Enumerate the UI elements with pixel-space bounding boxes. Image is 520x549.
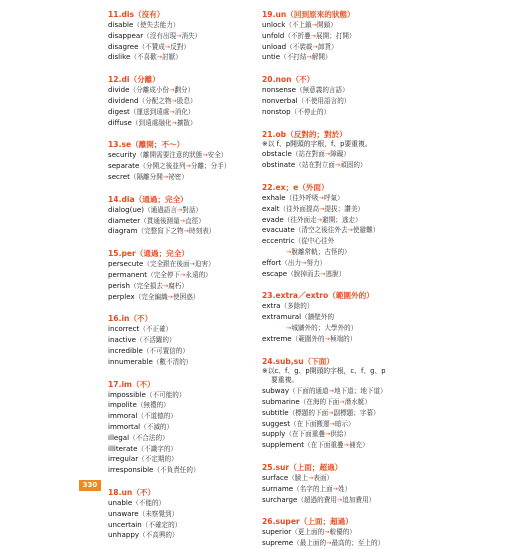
vocab-word: disable [108, 20, 134, 29]
vocab-word: exhale [262, 192, 286, 202]
vocab-gloss: （在下面重疊→供給） [285, 430, 351, 439]
vocab-gloss: （數不清的） [152, 357, 193, 366]
vocab-entry [108, 96, 258, 107]
vocab-gloss: （不折疊→展開；打開） [284, 31, 356, 40]
arrow-icon: → [311, 21, 318, 29]
vocab-word: security [108, 150, 137, 160]
arrow-icon: → [183, 227, 190, 236]
vocab-gloss: （從中心往外 [294, 237, 335, 246]
arrow-icon: → [169, 107, 175, 116]
vocab-gloss: （不裝載→卸貨） [286, 42, 338, 51]
vocab-word: supplement [262, 440, 305, 450]
vocab-entry [262, 312, 422, 323]
vocab-word: surcharge [262, 494, 298, 504]
vocab-word: obstacle [262, 149, 292, 159]
vocab-gloss: （牆壁外的 [301, 313, 335, 322]
section-gap [108, 302, 258, 314]
section-gap [108, 237, 258, 249]
section-title: 23.extra／extro（範圍外的） [262, 291, 374, 301]
vocab-gloss: （使失去能力） [133, 21, 180, 29]
vocab-gloss: （超過的費用→追加費用） [297, 495, 376, 504]
vocab-word: dislike [108, 52, 131, 62]
vocab-word: nonstop [262, 106, 291, 116]
section-title: 15.per（通過；完全） [108, 249, 189, 259]
section-title: 18.un（不） [108, 487, 156, 497]
vocab-word: immortal [108, 421, 141, 431]
vocab-entry [108, 433, 258, 444]
arrow-icon: → [332, 484, 339, 493]
vocab-gloss: （分開之後並列→分離；分手） [139, 162, 231, 171]
vocab-gloss: （不上鎖→開鎖） [285, 21, 337, 29]
arrow-icon: → [185, 162, 191, 171]
vocab-gloss: （不活躍的） [136, 336, 176, 345]
arrow-icon: → [318, 193, 324, 202]
vocab-entry [108, 52, 258, 63]
vocab-entry [108, 520, 258, 531]
vocab-gloss: （運送到遠處→消化） [129, 107, 195, 116]
vocab-gloss: （不識字的） [137, 444, 178, 453]
section-title: 11.dis（沒有） [108, 10, 165, 19]
vocab-entry [108, 270, 258, 281]
section-note: ※以c、f、g、p開頭的字根，c、f、g、p [262, 366, 386, 375]
arrow-icon: → [202, 151, 208, 160]
vocab-entry [262, 269, 422, 280]
vocab-entry [108, 42, 258, 53]
vocab-entry [262, 386, 422, 397]
vocab-word: obstinate [262, 160, 296, 170]
vocab-entry [262, 538, 422, 549]
arrow-icon: → [176, 31, 182, 40]
arrow-icon: → [189, 260, 195, 269]
vocab-entry [108, 259, 258, 270]
arrow-icon: → [336, 495, 343, 504]
vocab-gloss: （分配之物→股息） [138, 96, 197, 105]
vocab-gloss: （到遠處融化→擴散） [131, 118, 197, 127]
vocab-gloss: （不滅的） [140, 422, 174, 431]
vocab-gloss: （不可置信的） [142, 346, 189, 355]
section-gap [262, 118, 422, 130]
arrow-icon: → [324, 334, 330, 343]
vocab-entry [262, 96, 422, 107]
vocab-word: untie [262, 52, 281, 62]
vocab-gloss: （隔離分開→祕密） [129, 172, 188, 181]
vocab-gloss: （完全損去→腐朽） [129, 281, 189, 290]
vocab-entry [262, 484, 422, 495]
vocab-gloss: （貫通後測量→直徑） [140, 216, 205, 225]
vocab-word: dividend [108, 95, 139, 105]
vocab-word: unaware [108, 508, 139, 518]
section-title: 16.in（不） [108, 314, 153, 324]
vocab-entry [262, 440, 422, 451]
vocab-entry [262, 419, 422, 430]
vocab-entry [262, 225, 422, 236]
vocab-word: surface [262, 472, 289, 482]
section-title: 19.un（回到原來的狀態） [262, 10, 355, 19]
vocab-entry [262, 247, 422, 258]
vocab-word: dialog(ue) [108, 204, 145, 214]
vocab-word: separate [108, 161, 140, 171]
vocab-word: inactive [108, 335, 137, 345]
vocab-entry [108, 118, 258, 129]
arrow-icon: → [171, 118, 177, 127]
vocab-gloss: （完整寫下之物→時刻表） [137, 227, 216, 236]
arrow-icon: → [324, 150, 331, 159]
vocab-gloss: （完全編織→使困惑） [134, 292, 200, 301]
arrow-icon: → [320, 269, 326, 278]
vocab-gloss: （往外面走→避開；逃走） [283, 215, 362, 224]
section-title: 26.super（上面；超過） [262, 517, 353, 527]
vocab-word: unfold [262, 30, 285, 40]
section-gap [262, 451, 422, 463]
vocab-gloss: （往外呼吸→呼氣） [285, 193, 344, 202]
arrow-icon: → [310, 31, 317, 40]
section-gap [108, 183, 258, 195]
vocab-entry [262, 31, 422, 42]
arrow-icon: → [177, 205, 183, 214]
vocab-entry [262, 258, 422, 269]
vocab-entry [262, 236, 422, 247]
vocab-word: divide [108, 85, 130, 95]
vocab-word: perplex [108, 291, 135, 301]
vocab-gloss: （不道德的） [137, 412, 177, 421]
vocab-gloss: （在下面搬運→暗示） [290, 419, 355, 428]
vocab-entry [108, 335, 258, 346]
vocab-entry [262, 20, 422, 31]
arrow-icon: → [324, 528, 330, 537]
vocab-gloss: （沒有出現→消失） [143, 31, 202, 40]
vocab-entry [262, 323, 422, 334]
vocab-entry [262, 215, 422, 226]
vocab-gloss: （無意義的言語） [295, 86, 349, 95]
section-gap [262, 171, 422, 183]
vocab-gloss: （在海的下面→潛水艇） [299, 397, 371, 406]
vocab-gloss: （不打結→解開） [280, 53, 332, 62]
vocab-gloss: （不可能的） [145, 390, 186, 399]
vocab-entry [108, 205, 258, 216]
vocab-gloss: （多餘的） [280, 302, 314, 311]
section-title: 12.di（分離） [108, 75, 160, 85]
vocab-word: subtitle [262, 407, 289, 417]
right-column [262, 10, 422, 549]
vocab-gloss: （完全停下→永遠的） [147, 270, 212, 279]
arrow-icon: → [324, 430, 331, 439]
section-title: 14.dia（通過；完全） [108, 194, 188, 204]
vocab-entry [262, 149, 422, 160]
vocab-entry [108, 357, 258, 368]
vocab-entry [262, 204, 422, 215]
section-gap [262, 279, 422, 291]
vocab-gloss: （完全跟在後面→迫害） [143, 260, 215, 269]
section-title: 24.sub,su（下面） [262, 356, 334, 366]
arrow-icon: → [179, 216, 186, 225]
vocab-entry [108, 400, 258, 411]
vocab-entry [108, 161, 258, 172]
vocab-word: exalt [262, 203, 280, 213]
vocab-entry [108, 216, 258, 227]
vocab-entry [262, 429, 422, 440]
arrow-icon: → [162, 172, 169, 181]
section-gap [262, 63, 422, 75]
vocab-gloss: （未察覺到） [138, 509, 179, 518]
arrow-icon: → [306, 53, 312, 62]
vocab-gloss: （往外面提高→提拔；讚美） [279, 204, 365, 213]
section-gap [262, 505, 422, 517]
page-number: 330 [79, 480, 101, 491]
arrow-icon: → [339, 397, 345, 406]
vocab-gloss: （不使用語言的） [297, 96, 351, 105]
vocab-gloss: （不停止的） [290, 107, 331, 116]
arrow-icon: → [326, 539, 332, 548]
vocab-gloss: （標題的下面→副標題；字幕） [288, 408, 380, 417]
vocab-entry [262, 160, 422, 171]
arrow-icon: → [319, 204, 325, 213]
vocab-word: nonverbal [262, 95, 298, 105]
vocab-gloss: （不合法的） [129, 433, 169, 442]
vocab-word: escape [262, 268, 288, 278]
vocab-word: unload [262, 41, 287, 51]
vocab-gloss: （分離成小份→劃分） [129, 86, 195, 95]
section-gap [108, 368, 258, 380]
section-title: 13.se（離開；不～） [108, 140, 185, 150]
vocab-gloss: →脫離常軌；古怪的） [286, 247, 351, 256]
section-title: 21.ob（反對的；對於） [262, 129, 347, 139]
arrow-icon: → [169, 86, 175, 95]
arrow-icon: → [329, 419, 335, 428]
vocab-entry [108, 85, 258, 96]
vocab-gloss: （站在對面→障礙） [291, 150, 351, 159]
arrow-icon: → [328, 408, 334, 417]
vocab-word: disagree [108, 41, 139, 51]
vocab-entry [262, 473, 422, 484]
vocab-entry [108, 346, 258, 357]
vocab-word: perish [108, 280, 130, 290]
vocab-entry [108, 324, 258, 335]
vocab-word: suggest [262, 418, 291, 428]
vocab-word: supply [262, 429, 286, 439]
arrow-icon: → [286, 323, 292, 332]
vocab-gloss: （無禮的） [136, 401, 170, 410]
arrow-icon: → [167, 292, 174, 301]
vocab-word: unable [108, 497, 133, 507]
vocab-entry [262, 107, 422, 118]
vocab-gloss: （最上面的→最高的；至上的） [293, 539, 385, 548]
vocab-word: illegal [108, 432, 130, 442]
vocab-entry [262, 408, 422, 419]
vocab-word: nonsense [262, 85, 296, 95]
vocab-word: secret [108, 171, 130, 181]
vocab-word: effort [262, 257, 282, 267]
vocab-word: incredible [108, 345, 143, 355]
vocab-gloss: （站在對立面→頑固的） [295, 161, 367, 170]
arrow-icon: → [334, 161, 341, 170]
vocab-entry [108, 172, 258, 183]
arrow-icon: → [301, 258, 307, 267]
vocab-gloss: （離開需要注意的狀態→安全） [136, 151, 228, 160]
left-column [108, 10, 258, 541]
vocab-word: superior [262, 527, 292, 537]
vocab-entry [108, 292, 258, 303]
section-title: 20.non（不） [262, 75, 315, 85]
section-title: 17.im（不） [108, 379, 155, 389]
vocab-entry [262, 85, 422, 96]
vocab-gloss: （不定期的） [138, 455, 178, 464]
vocab-word: extra [262, 301, 281, 311]
vocab-entry [262, 301, 422, 312]
arrow-icon: → [347, 226, 353, 235]
vocab-word: incorrect [108, 324, 140, 334]
vocab-gloss: （脫掉而去→逃脫） [287, 269, 346, 278]
vocab-word: permanent [108, 269, 148, 279]
arrow-icon: → [164, 42, 171, 51]
vocab-entry [108, 281, 258, 292]
vocab-gloss: （不負責任的） [153, 466, 200, 475]
vocab-word: subway [262, 386, 290, 396]
vocab-word: impolite [108, 400, 137, 410]
vocab-word: unlock [262, 20, 286, 29]
vocab-word: submarine [262, 396, 300, 406]
arrow-icon: → [328, 387, 334, 396]
vocab-entry [262, 334, 422, 345]
vocab-word: evade [262, 214, 284, 224]
vocab-gloss: →城牆外的；大學外的） [286, 323, 358, 332]
vocab-word: disappear [108, 30, 144, 40]
vocab-gloss: （不高興的） [139, 531, 179, 540]
vocab-word: immoral [108, 411, 138, 421]
vocab-entry [108, 454, 258, 465]
vocab-entry [108, 465, 258, 476]
vocab-word: digest [108, 106, 130, 116]
vocab-word: impossible [108, 389, 146, 399]
vocab-entry [108, 107, 258, 118]
vocab-word: irregular [108, 454, 139, 464]
vocab-entry [108, 411, 258, 422]
vocab-entry [108, 530, 258, 541]
vocab-entry [262, 397, 422, 408]
vocab-word: eccentric [262, 236, 295, 246]
arrow-icon: → [286, 247, 292, 256]
vocab-word: unhappy [108, 530, 140, 540]
vocab-gloss: （更上面的→較優的） [291, 528, 356, 537]
vocab-gloss: （範圍外的→極端的） [291, 334, 357, 343]
vocab-word: diffuse [108, 117, 132, 127]
vocab-gloss: （通過語言→對話） [144, 205, 203, 214]
vocab-gloss: （出力→努力） [281, 258, 327, 267]
arrow-icon: → [156, 53, 163, 62]
vocab-gloss: （名字的上面→姓） [293, 484, 352, 493]
vocab-entry [108, 390, 258, 401]
vocab-entry [108, 150, 258, 161]
section-title: 25.sur（上面；超過） [262, 462, 343, 472]
vocab-entry [108, 31, 258, 42]
section-gap [108, 476, 258, 488]
vocab-entry [262, 52, 422, 63]
vocab-word: evacuate [262, 225, 295, 235]
vocab-gloss: （在下面重疊→補充） [304, 441, 369, 450]
vocab-entry [108, 444, 258, 455]
vocab-word: innumerable [108, 356, 153, 366]
arrow-icon: → [171, 96, 177, 105]
vocab-gloss: （不能的） [132, 498, 166, 507]
vocab-word: extramural [262, 312, 302, 322]
section-gap [108, 63, 258, 75]
vocab-gloss: （不喜歡→討厭） [130, 53, 182, 62]
arrow-icon: → [316, 215, 323, 224]
arrow-icon: → [162, 281, 169, 290]
vocab-gloss: （清空之後往外去→使避難） [294, 226, 380, 235]
vocab-entry [108, 509, 258, 520]
vocab-word: irresponsible [108, 465, 154, 475]
vocab-entry [262, 193, 422, 204]
section-note: ※以 f、p開頭的字根，f、p要重複。 [262, 139, 372, 148]
section-gap [108, 128, 258, 140]
vocab-entry [262, 42, 422, 53]
section-gap [262, 345, 422, 357]
vocab-word: illiterate [108, 443, 138, 453]
vocab-gloss: （不正確） [139, 325, 173, 334]
vocab-word: supreme [262, 538, 294, 548]
vocab-word: uncertain [108, 519, 142, 529]
vocab-gloss: （臉上→表面） [288, 473, 334, 482]
vocab-entry [108, 226, 258, 237]
vocab-word: diagram [108, 226, 138, 236]
vocab-gloss: （不確定的） [141, 520, 182, 529]
vocab-word: persecute [108, 259, 144, 269]
vocab-gloss: （下面的通道→地下道；地下道） [289, 387, 387, 396]
arrow-icon: → [180, 270, 186, 279]
vocab-word: diameter [108, 215, 141, 225]
arrow-icon: → [308, 473, 314, 482]
arrow-icon: → [343, 441, 350, 450]
arrow-icon: → [312, 42, 318, 51]
vocab-word: extreme [262, 333, 292, 343]
vocab-entry [108, 422, 258, 433]
vocab-entry [108, 20, 258, 31]
vocab-gloss: （不贊成→反對） [138, 42, 191, 51]
section-note: 要重複。 [271, 376, 299, 385]
vocab-entry [262, 527, 422, 538]
section-title: 22.ex；e（外面） [262, 182, 329, 192]
vocab-word: surname [262, 483, 294, 493]
